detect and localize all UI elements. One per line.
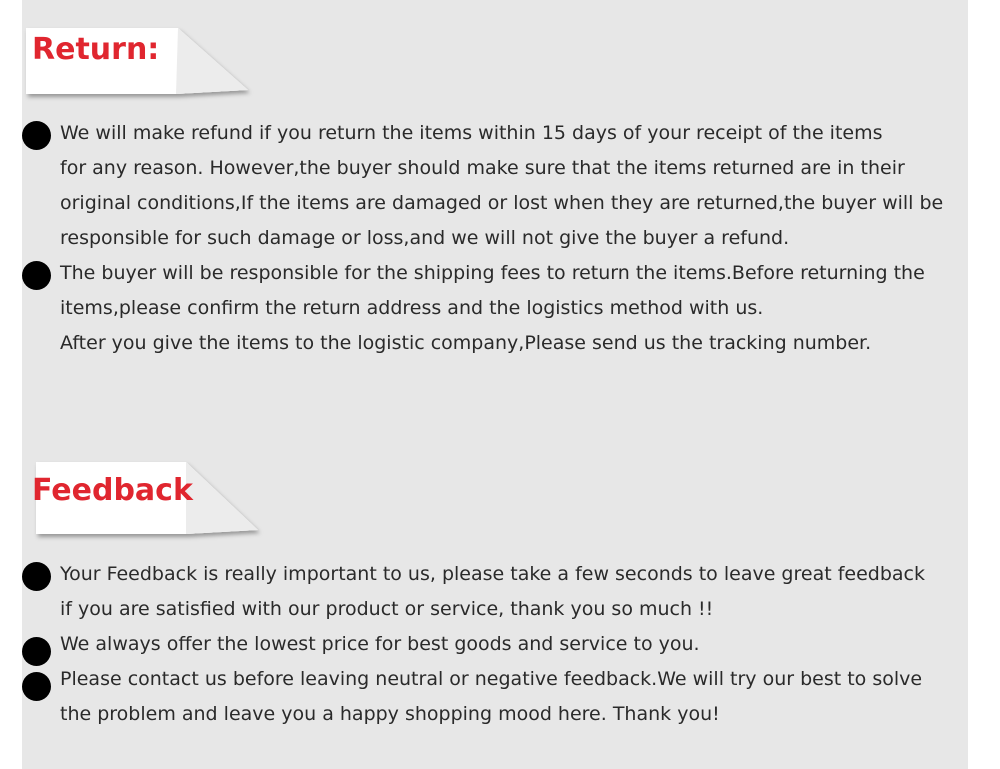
- list-item: [22, 256, 968, 361]
- text-line: We will make refund if you return the items within 15 days of your receipt of the items: [60, 122, 883, 144]
- feedback-bullet-list: [22, 557, 968, 732]
- text-line: items,please confirm the return address and the logistics method with us.: [60, 297, 764, 319]
- return-title: Return:: [32, 32, 160, 67]
- return-heading-tag: [26, 22, 276, 108]
- text-line: if you are satisfied with our product or service, thank you so much !!: [60, 598, 714, 620]
- text-line: the problem and leave you a happy shopping mood here. Thank you!: [60, 703, 720, 725]
- list-item: [22, 116, 968, 256]
- bullet-dot-icon: [22, 121, 51, 150]
- return-bullet-list: [22, 116, 968, 361]
- text-line: The buyer will be responsible for the shipping fees to return the items.Before returning the: [60, 262, 925, 284]
- text-line: Your Feedback is really important to us, please take a few seconds to leave great feedback: [60, 563, 925, 585]
- list-item: [22, 627, 968, 662]
- bullet-dot-icon: [22, 261, 51, 290]
- text-line: After you give the items to the logistic company,Please send us the tracking number.: [60, 332, 872, 354]
- policy-panel: [22, 0, 968, 769]
- feedback-heading-tag: [26, 462, 276, 548]
- bullet-dot-icon: [22, 562, 51, 591]
- bullet-dot-icon: [22, 672, 51, 701]
- list-item: [22, 662, 968, 732]
- text-line: We always offer the lowest price for best goods and service to you.: [60, 633, 700, 655]
- text-line: original conditions,If the items are damaged or lost when they are returned,the buyer will be: [60, 192, 944, 214]
- text-line: responsible for such damage or loss,and we will not give the buyer a refund.: [60, 227, 790, 249]
- text-line: Please contact us before leaving neutral or negative feedback.We will try our best to solve: [60, 668, 923, 690]
- feedback-title: Feedback: [32, 473, 193, 508]
- list-item: [22, 557, 968, 627]
- text-line: for any reason. However,the buyer should make sure that the items returned are in their: [60, 157, 905, 179]
